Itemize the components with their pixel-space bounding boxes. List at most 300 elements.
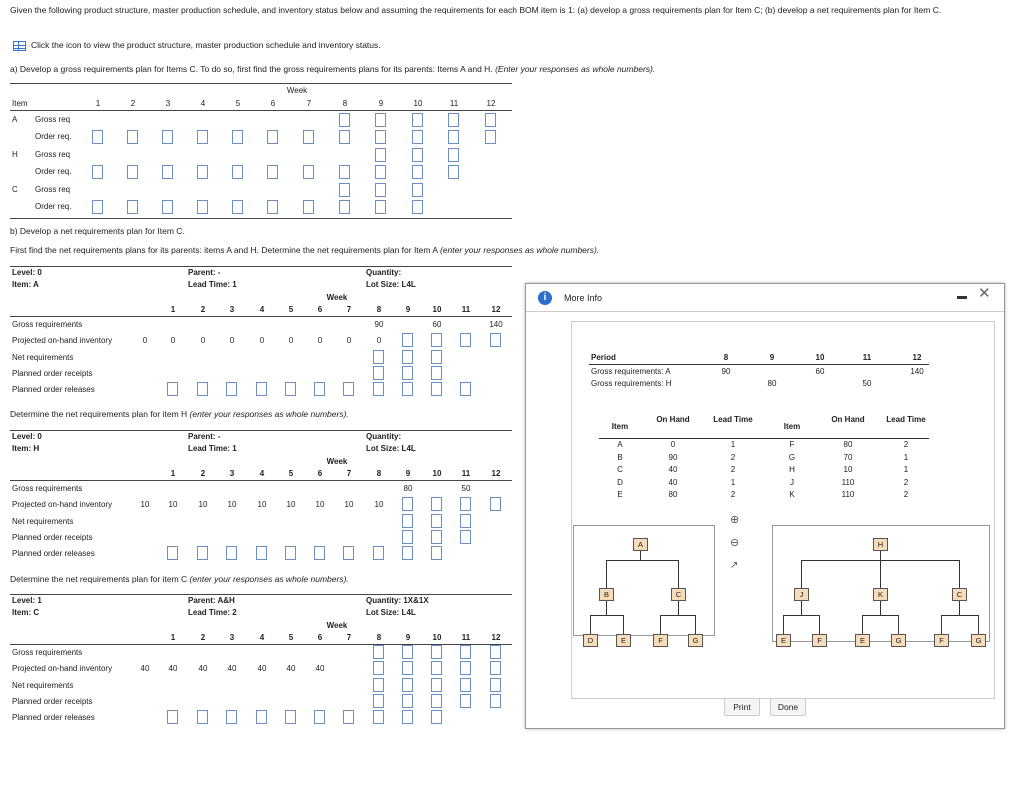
week-header: 12 bbox=[491, 633, 501, 642]
table-icon[interactable] bbox=[13, 41, 26, 51]
input-cell[interactable] bbox=[197, 710, 208, 724]
input-cell[interactable] bbox=[339, 183, 350, 197]
week-header: 4 bbox=[200, 99, 206, 108]
inv-header: On Hand bbox=[831, 415, 865, 424]
input-cell[interactable] bbox=[127, 165, 138, 179]
bom-node-E: E bbox=[616, 634, 631, 647]
rule bbox=[589, 364, 929, 365]
input-cell[interactable] bbox=[402, 366, 413, 380]
week-header: 1 bbox=[170, 633, 176, 642]
input-cell[interactable] bbox=[162, 165, 173, 179]
determine-h-text: Determine the net requirements plan for item H (enter your responses as whole numbers). bbox=[10, 409, 349, 419]
bom-node-C: C bbox=[952, 588, 967, 601]
minimize-icon[interactable] bbox=[957, 296, 967, 299]
input-cell[interactable] bbox=[267, 165, 278, 179]
bom-node-E: E bbox=[776, 634, 791, 647]
input-cell[interactable] bbox=[373, 546, 384, 560]
input-cell[interactable] bbox=[373, 350, 384, 364]
input-cell[interactable] bbox=[402, 678, 413, 692]
parent: Parent: A&H bbox=[188, 596, 235, 605]
row-label: Planned order releases bbox=[12, 385, 95, 394]
mps-header: 8 bbox=[723, 353, 729, 362]
gross-value: 50 bbox=[461, 484, 471, 493]
done-button[interactable]: Done bbox=[770, 698, 806, 716]
input-cell[interactable] bbox=[431, 514, 442, 528]
input-cell[interactable] bbox=[373, 678, 384, 692]
row-label: Planned order releases bbox=[12, 549, 95, 558]
week-header: 9 bbox=[405, 469, 411, 478]
input-cell[interactable] bbox=[431, 546, 442, 560]
input-cell[interactable] bbox=[127, 130, 138, 144]
onhand-value: 0 bbox=[288, 336, 294, 345]
onhand-value: 0 bbox=[346, 336, 352, 345]
mps-cell: 90 bbox=[721, 367, 731, 376]
quantity: Quantity: 1X&1X bbox=[366, 596, 429, 605]
part-b-first-text: First find the net requirements plans for its parents: items A and H. Determine the net requirements plan for Item A (enter your responses as whole numbers). bbox=[10, 245, 600, 255]
bom-node-B: B bbox=[599, 588, 614, 601]
row-label: Net requirements bbox=[12, 517, 74, 526]
week-header: 12 bbox=[491, 305, 501, 314]
tree-line bbox=[801, 601, 802, 615]
rule bbox=[10, 83, 512, 84]
bom-node-J: J bbox=[794, 588, 809, 601]
level: Level: 0 bbox=[12, 432, 42, 441]
inv-cell: 40 bbox=[668, 465, 678, 474]
input-cell[interactable] bbox=[412, 200, 423, 214]
bom-node-C: C bbox=[671, 588, 686, 601]
input-cell[interactable] bbox=[226, 382, 237, 396]
week-header: 7 bbox=[346, 469, 352, 478]
input-cell[interactable] bbox=[303, 200, 314, 214]
info-icon: i bbox=[538, 291, 552, 305]
question-text: Given the following product structure, master production schedule, and inventory status below and assuming the requirements for each BOM item is 1: (a) develop a gross requirements plan for Item C; (b) develop a net requirements plan for Item C. bbox=[10, 5, 942, 15]
onhand-value: 40 bbox=[257, 664, 267, 673]
input-cell[interactable] bbox=[226, 546, 237, 560]
input-cell[interactable] bbox=[314, 382, 325, 396]
input-cell[interactable] bbox=[485, 130, 496, 144]
input-cell[interactable] bbox=[402, 497, 413, 511]
inv-cell: 1 bbox=[903, 452, 909, 462]
mps-header: 12 bbox=[912, 353, 922, 362]
input-cell[interactable] bbox=[373, 366, 384, 380]
mps-cell: Gross requirements: A bbox=[591, 367, 671, 376]
input-cell[interactable] bbox=[226, 710, 237, 724]
input-cell[interactable] bbox=[460, 333, 471, 347]
item-C: C bbox=[12, 185, 18, 194]
inv-cell: G bbox=[788, 452, 796, 462]
input-cell[interactable] bbox=[402, 710, 413, 724]
onhand-value: 40 bbox=[227, 664, 237, 673]
week-header: 10 bbox=[432, 469, 442, 478]
week-header: 6 bbox=[317, 633, 323, 642]
input-cell[interactable] bbox=[373, 661, 384, 675]
input-cell[interactable] bbox=[92, 130, 103, 144]
input-cell[interactable] bbox=[402, 645, 413, 659]
close-icon[interactable]: ✕ bbox=[978, 285, 991, 302]
inv-cell: 1 bbox=[730, 440, 736, 449]
lot-size: Lot Size: L4L bbox=[366, 444, 416, 453]
input-cell[interactable] bbox=[314, 546, 325, 560]
onhand-value: 0 bbox=[259, 336, 265, 345]
input-cell[interactable] bbox=[490, 645, 501, 659]
week-label: Week bbox=[326, 621, 348, 630]
quantity: Quantity: bbox=[366, 268, 402, 277]
week-label: Week bbox=[286, 86, 308, 95]
input-cell[interactable] bbox=[402, 546, 413, 560]
gross-value: 90 bbox=[374, 320, 384, 329]
week-header: 3 bbox=[229, 633, 235, 642]
week-header: 10 bbox=[432, 305, 442, 314]
week-header: 4 bbox=[259, 469, 265, 478]
input-cell[interactable] bbox=[256, 382, 267, 396]
week-header: 6 bbox=[317, 305, 323, 314]
input-cell[interactable] bbox=[448, 130, 459, 144]
onhand-value: 10 bbox=[257, 500, 267, 509]
input-cell[interactable] bbox=[460, 661, 471, 675]
bom-node-F: F bbox=[934, 634, 949, 647]
input-cell[interactable] bbox=[375, 148, 386, 162]
row-label: Projected on-hand inventory bbox=[12, 664, 113, 673]
onhand-value: 10 bbox=[227, 500, 237, 509]
bom-node-D: D bbox=[583, 634, 598, 647]
row-label: Order req. bbox=[35, 167, 72, 176]
input-cell[interactable] bbox=[285, 546, 296, 560]
zoom-in-icon[interactable]: ⊕ bbox=[730, 514, 740, 526]
input-cell[interactable] bbox=[431, 382, 442, 396]
inv-cell: 80 bbox=[668, 490, 678, 499]
tree-line bbox=[640, 551, 641, 560]
week-header: 5 bbox=[288, 469, 294, 478]
tree-line bbox=[880, 601, 881, 615]
part-a-text: a) Develop a gross requirements plan for Items C. To do so, first find the gross requirements plans for its parents: Items A and H. (Enter your responses as whole numbers). bbox=[10, 64, 656, 74]
week-header: 11 bbox=[461, 633, 471, 642]
row-label: Gross requirements bbox=[12, 320, 83, 329]
input-cell[interactable] bbox=[460, 514, 471, 528]
week-label: Week bbox=[326, 293, 348, 302]
input-cell[interactable] bbox=[303, 165, 314, 179]
input-cell[interactable] bbox=[285, 710, 296, 724]
item-H: H bbox=[12, 150, 18, 159]
input-cell[interactable] bbox=[197, 130, 208, 144]
input-cell[interactable] bbox=[343, 382, 354, 396]
input-cell[interactable] bbox=[197, 546, 208, 560]
input-cell[interactable] bbox=[375, 113, 386, 127]
rule bbox=[10, 594, 512, 595]
input-cell[interactable] bbox=[412, 148, 423, 162]
tree-line bbox=[941, 615, 942, 634]
input-cell[interactable] bbox=[197, 200, 208, 214]
input-cell[interactable] bbox=[256, 710, 267, 724]
input-cell[interactable] bbox=[303, 130, 314, 144]
bom-node-F: F bbox=[653, 634, 668, 647]
input-cell[interactable] bbox=[373, 710, 384, 724]
week-header: 8 bbox=[342, 99, 348, 108]
input-cell[interactable] bbox=[412, 113, 423, 127]
inv-cell: E bbox=[617, 490, 623, 499]
inv-cell: 70 bbox=[843, 452, 853, 462]
mps-cell: 80 bbox=[767, 379, 777, 388]
input-cell[interactable] bbox=[339, 200, 350, 214]
inv-cell: A bbox=[617, 440, 623, 449]
input-cell[interactable] bbox=[448, 148, 459, 162]
onhand-value: 0 bbox=[376, 336, 382, 345]
onhand-value: 40 bbox=[198, 664, 208, 673]
row-label: Planned order receipts bbox=[12, 533, 93, 542]
print-button[interactable]: Print bbox=[724, 698, 760, 716]
row-label: Order req. bbox=[35, 202, 72, 211]
input-cell[interactable] bbox=[431, 645, 442, 659]
mps-cell: 60 bbox=[815, 367, 825, 376]
parent: Parent: - bbox=[188, 268, 221, 277]
item: Item: A bbox=[12, 280, 39, 289]
input-cell[interactable] bbox=[314, 710, 325, 724]
input-cell[interactable] bbox=[402, 694, 413, 708]
input-cell[interactable] bbox=[267, 130, 278, 144]
input-cell[interactable] bbox=[92, 200, 103, 214]
determine-c-text: Determine the net requirements plan for item C (enter your responses as whole numbers). bbox=[10, 574, 349, 584]
input-cell[interactable] bbox=[197, 382, 208, 396]
inv-cell: 2 bbox=[903, 477, 909, 487]
input-cell[interactable] bbox=[256, 546, 267, 560]
week-header: 10 bbox=[413, 99, 423, 108]
row-label: Gross requirements bbox=[12, 648, 83, 657]
input-cell[interactable] bbox=[232, 130, 243, 144]
input-cell[interactable] bbox=[431, 333, 442, 347]
input-cell[interactable] bbox=[431, 497, 442, 511]
input-cell[interactable] bbox=[343, 546, 354, 560]
lead-time: Lead Time: 1 bbox=[188, 444, 237, 453]
rule bbox=[10, 266, 512, 267]
week-header: 8 bbox=[376, 633, 382, 642]
week-header: 6 bbox=[317, 469, 323, 478]
zoom-out-icon[interactable]: ⊖ bbox=[730, 537, 740, 549]
input-cell[interactable] bbox=[402, 350, 413, 364]
input-cell[interactable] bbox=[431, 530, 442, 544]
mps-header: Period bbox=[591, 353, 616, 362]
input-cell[interactable] bbox=[431, 710, 442, 724]
gross-value: 140 bbox=[489, 320, 503, 329]
week-header: 9 bbox=[405, 305, 411, 314]
input-cell[interactable] bbox=[375, 130, 386, 144]
input-cell[interactable] bbox=[490, 661, 501, 675]
week-header: 3 bbox=[229, 305, 235, 314]
input-cell[interactable] bbox=[232, 165, 243, 179]
onhand-value: 10 bbox=[374, 500, 384, 509]
level: Level: 0 bbox=[12, 268, 42, 277]
tree-line bbox=[898, 615, 899, 634]
input-cell[interactable] bbox=[402, 530, 413, 544]
row-label: Planned order receipts bbox=[12, 369, 93, 378]
week-header: 12 bbox=[491, 469, 501, 478]
onhand-value: 10 bbox=[198, 500, 208, 509]
tree-line bbox=[862, 615, 898, 616]
input-cell[interactable] bbox=[460, 694, 471, 708]
bom-node-H: H bbox=[873, 538, 888, 551]
week-header: 7 bbox=[346, 305, 352, 314]
tree-line bbox=[862, 615, 863, 634]
tree-line bbox=[959, 560, 960, 588]
gross-value: 80 bbox=[403, 484, 413, 493]
input-cell[interactable] bbox=[339, 113, 350, 127]
onhand-value: 40 bbox=[315, 664, 325, 673]
tree-line bbox=[606, 560, 678, 561]
input-cell[interactable] bbox=[167, 546, 178, 560]
lot-size: Lot Size: L4L bbox=[366, 608, 416, 617]
input-cell[interactable] bbox=[167, 710, 178, 724]
input-cell[interactable] bbox=[127, 200, 138, 214]
inv-header: On Hand bbox=[656, 415, 690, 424]
inv-cell: 0 bbox=[670, 440, 676, 449]
input-cell[interactable] bbox=[232, 200, 243, 214]
input-cell[interactable] bbox=[490, 694, 501, 708]
tree-line bbox=[606, 560, 607, 588]
week-header: 5 bbox=[235, 99, 241, 108]
tree-line bbox=[590, 615, 623, 616]
input-cell[interactable] bbox=[490, 678, 501, 692]
input-cell[interactable] bbox=[431, 661, 442, 675]
parent: Parent: - bbox=[188, 432, 221, 441]
item-A: A bbox=[12, 115, 18, 124]
input-cell[interactable] bbox=[197, 165, 208, 179]
part-b-text: b) Develop a net requirements plan for Item C. bbox=[10, 226, 185, 236]
week-header: 7 bbox=[306, 99, 312, 108]
bom-node-G: G bbox=[891, 634, 906, 647]
bom-node-K: K bbox=[873, 588, 888, 601]
input-cell[interactable] bbox=[485, 113, 496, 127]
tree-line bbox=[623, 615, 624, 634]
row-label: Planned order releases bbox=[12, 713, 95, 722]
week-header: 2 bbox=[200, 305, 206, 314]
input-cell[interactable] bbox=[460, 645, 471, 659]
input-cell[interactable] bbox=[267, 200, 278, 214]
week-header: 7 bbox=[346, 633, 352, 642]
bom-node-A: A bbox=[633, 538, 648, 551]
input-cell[interactable] bbox=[448, 113, 459, 127]
inv-cell: B bbox=[617, 452, 623, 462]
inv-cell: 2 bbox=[730, 490, 736, 499]
onhand-initial: 10 bbox=[140, 500, 150, 509]
week-label: Week bbox=[326, 457, 348, 466]
input-cell[interactable] bbox=[412, 165, 423, 179]
input-cell[interactable] bbox=[167, 382, 178, 396]
input-cell[interactable] bbox=[431, 694, 442, 708]
inv-cell: 2 bbox=[730, 452, 736, 462]
inv-cell: 2 bbox=[903, 440, 909, 449]
gross-value: 60 bbox=[432, 320, 442, 329]
inv-cell: 110 bbox=[841, 477, 855, 487]
input-cell[interactable] bbox=[285, 382, 296, 396]
week-header: 4 bbox=[259, 305, 265, 314]
more-info-dialog bbox=[525, 283, 1005, 729]
week-header: 8 bbox=[376, 305, 382, 314]
expand-icon[interactable]: ↗ bbox=[730, 560, 739, 571]
input-cell[interactable] bbox=[412, 183, 423, 197]
rule bbox=[10, 430, 512, 431]
tree-line bbox=[880, 560, 881, 588]
input-cell[interactable] bbox=[375, 183, 386, 197]
input-cell[interactable] bbox=[92, 165, 103, 179]
week-header: 11 bbox=[461, 469, 471, 478]
week-header: 3 bbox=[229, 469, 235, 478]
view-info-link[interactable]: Click the icon to view the product structure, master production schedule and inventory status. bbox=[13, 40, 381, 51]
input-cell[interactable] bbox=[375, 200, 386, 214]
input-cell[interactable] bbox=[373, 694, 384, 708]
row-label: Order req. bbox=[35, 132, 72, 141]
input-cell[interactable] bbox=[431, 350, 442, 364]
tree-line bbox=[801, 560, 802, 588]
inv-cell: J bbox=[790, 477, 794, 487]
rule bbox=[10, 316, 512, 317]
tree-line bbox=[695, 615, 696, 634]
week-header: 11 bbox=[449, 99, 459, 108]
item-header: Item bbox=[12, 99, 28, 108]
input-cell[interactable] bbox=[402, 514, 413, 528]
mps-header: 9 bbox=[769, 353, 775, 362]
input-cell[interactable] bbox=[373, 645, 384, 659]
input-cell[interactable] bbox=[162, 200, 173, 214]
input-cell[interactable] bbox=[448, 165, 459, 179]
inv-cell: 40 bbox=[668, 477, 678, 487]
inv-cell: 2 bbox=[903, 490, 909, 499]
inv-cell: 80 bbox=[843, 440, 853, 449]
input-cell[interactable] bbox=[460, 530, 471, 544]
input-cell[interactable] bbox=[431, 366, 442, 380]
rule bbox=[599, 438, 929, 439]
input-cell[interactable] bbox=[460, 497, 471, 511]
input-cell[interactable] bbox=[162, 130, 173, 144]
tree-line bbox=[660, 615, 695, 616]
onhand-value: 10 bbox=[344, 500, 354, 509]
onhand-initial: 0 bbox=[142, 336, 148, 345]
input-cell[interactable] bbox=[431, 678, 442, 692]
row-label: Planned order receipts bbox=[12, 697, 93, 706]
input-cell[interactable] bbox=[339, 165, 350, 179]
week-header: 1 bbox=[95, 99, 101, 108]
input-cell[interactable] bbox=[490, 333, 501, 347]
input-cell[interactable] bbox=[343, 710, 354, 724]
mps-cell: Gross requirements: H bbox=[591, 379, 672, 388]
input-cell[interactable] bbox=[373, 382, 384, 396]
row-label: Gross req bbox=[35, 185, 71, 194]
week-header: 9 bbox=[405, 633, 411, 642]
input-cell[interactable] bbox=[490, 497, 501, 511]
inv-cell: C bbox=[617, 465, 623, 474]
rule bbox=[10, 480, 512, 481]
week-header: 6 bbox=[270, 99, 276, 108]
inv-cell: 90 bbox=[668, 452, 678, 462]
input-cell[interactable] bbox=[460, 382, 471, 396]
bom-node-F: F bbox=[812, 634, 827, 647]
input-cell[interactable] bbox=[460, 678, 471, 692]
bom-node-E: E bbox=[855, 634, 870, 647]
input-cell[interactable] bbox=[402, 333, 413, 347]
week-header: 8 bbox=[376, 469, 382, 478]
input-cell[interactable] bbox=[402, 661, 413, 675]
input-cell[interactable] bbox=[375, 165, 386, 179]
row-label: Net requirements bbox=[12, 353, 74, 362]
input-cell[interactable] bbox=[412, 130, 423, 144]
onhand-value: 40 bbox=[168, 664, 178, 673]
onhand-value: 40 bbox=[286, 664, 296, 673]
input-cell[interactable] bbox=[339, 130, 350, 144]
week-header: 9 bbox=[378, 99, 384, 108]
mps-header: 11 bbox=[862, 353, 872, 362]
tree-line bbox=[678, 601, 679, 615]
lead-time: Lead Time: 2 bbox=[188, 608, 237, 617]
inv-cell: H bbox=[789, 465, 795, 474]
week-header: 12 bbox=[486, 99, 496, 108]
input-cell[interactable] bbox=[402, 382, 413, 396]
